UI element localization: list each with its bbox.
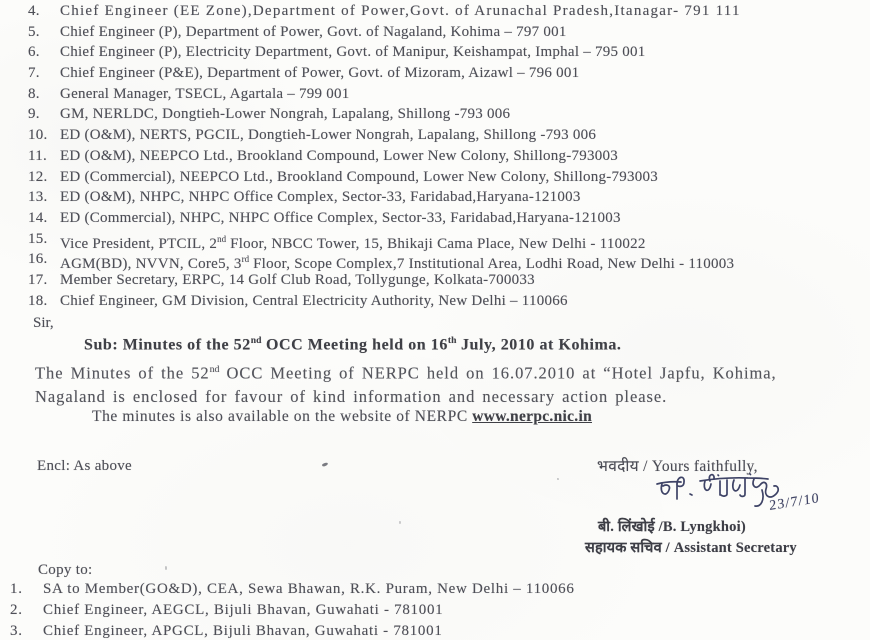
ink-speck <box>322 462 329 467</box>
handwritten-date: 23/7/10 <box>768 490 821 515</box>
addressee-item <box>0 146 870 167</box>
item-text: ED (O&M), NHPC, NHPC Office Complex, Sector-33, Faridabad,Haryana-121003 <box>60 189 581 206</box>
item-text: Chief Engineer (P), Electricity Department, Govt. of Manipur, Keishampat, Imphal – 795 001 <box>60 44 646 61</box>
ink-speck <box>165 566 167 570</box>
addressee-item <box>0 167 870 188</box>
item-number: 7. <box>28 65 40 82</box>
signatory-designation: सहायक सचिव / Assistant Secretary <box>585 540 797 556</box>
item-text: Member Secretary, ERPC, 14 Golf Club Road, Tollygunge, Kolkata-700033 <box>60 271 535 288</box>
addressee-item <box>0 84 870 105</box>
website-line <box>92 408 592 426</box>
item-text: Chief Engineer (P), Department of Power, Govt. of Nagaland, Kohima – 797 001 <box>60 23 567 40</box>
item-text: AGM(BD), NVVN, Core5, 3rd Floor, Scope Complex,7 Institutional Area, Lodhi Road, New Delhi - 110003 <box>60 254 735 273</box>
item-text: Chief Engineer, AEGCL, Bijuli Bhavan, Guwahati - 781001 <box>43 602 444 618</box>
item-number: 5. <box>28 23 40 40</box>
item-text: Chief Engineer (P&E), Department of Power, Govt. of Mizoram, Aizawl – 796 001 <box>60 65 580 82</box>
item-number: 15. <box>28 230 48 247</box>
item-number: 16. <box>28 251 48 268</box>
ordinal-superscript: nd <box>209 364 220 375</box>
item-number: 1. <box>10 581 23 597</box>
item-text: Chief Engineer, APGCL, Bijuli Bhavan, Guwahati - 781001 <box>43 623 443 639</box>
item-text: SA to Member(GO&D), CEA, Sewa Bhawan, R.K. Puram, New Delhi – 110066 <box>43 581 575 597</box>
item-text: Chief Engineer (EE Zone),Department of Power,Govt. of Arunachal Pradesh,Itanagar- 791 111 <box>60 3 741 19</box>
addressee-item <box>0 104 870 125</box>
ordinal-superscript: nd <box>217 233 227 244</box>
item-text: GM, NERLDC, Dongtieh-Lower Nongrah, Lapalang, Shillong -793 006 <box>60 106 511 123</box>
ordinal-superscript: rd <box>241 254 250 265</box>
item-number: 10. <box>28 127 48 144</box>
item-number: 4. <box>28 3 40 19</box>
item-text: ED (O&M), NERTS, PGCIL, Dongtieh-Lower Nongrah, Lapalang, Shillong -793 006 <box>60 127 597 144</box>
ink-speck <box>557 478 559 480</box>
item-number: 17. <box>28 271 48 288</box>
item-number: 6. <box>28 44 40 61</box>
yours-faithfully: भवदीय / Yours faithfully, <box>597 458 758 475</box>
addressee-item <box>0 22 870 43</box>
addressee-item <box>0 208 870 229</box>
ink-speck <box>399 521 401 524</box>
addressee-item <box>0 229 870 250</box>
item-text: ED (Commercial), NHPC, NHPC Office Complex, Sector-33, Faridabad,Haryana-121003 <box>60 209 621 226</box>
nerpc-website-url: www.nerpc.nic.in <box>472 408 592 425</box>
copy-item <box>0 579 870 600</box>
item-number: 9. <box>28 106 40 123</box>
addressee-list <box>0 1 870 311</box>
addressee-item <box>0 270 870 291</box>
copy-to-list <box>0 579 870 640</box>
subject-line: Sub: Minutes of the 52nd OCC Meeting held on 16th July, 2010 at Kohima. <box>84 335 622 354</box>
item-text: ED (O&M), NEEPCO Ltd., Brookland Compound, Lower New Colony, Shillong-793003 <box>60 147 618 164</box>
addressee-item <box>0 42 870 63</box>
body-line-1: The Minutes of the 52nd OCC Meeting of NERPC held on 16.07.2010 at “Hotel Japfu, Kohima, <box>35 363 777 383</box>
item-text: ED (Commercial), NEEPCO Ltd., Brookland Compound, Lower New Colony, Shillong-793003 <box>60 168 659 185</box>
addressee-item <box>0 291 870 312</box>
website-line-text: The minutes is also available on the website of NERPC <box>92 408 473 425</box>
salutation: Sir, <box>33 315 54 331</box>
enclosure-note: Encl: As above <box>37 458 133 474</box>
item-text: Vice President, PTCIL, 2nd Floor, NBCC Tower, 15, Bhikaji Cama Place, New Delhi - 110022 <box>60 233 646 252</box>
body-line-2: Nagaland is enclosed for favour of kind information and necessary action please. <box>35 387 668 406</box>
item-number: 2. <box>10 602 23 618</box>
item-number: 12. <box>28 168 48 185</box>
addressee-item <box>0 187 870 208</box>
item-number: 14. <box>28 209 48 226</box>
item-text: General Manager, TSECL, Agartala – 799 001 <box>60 85 350 102</box>
body-paragraph <box>35 358 777 409</box>
addressee-item <box>0 1 870 22</box>
addressee-item <box>0 63 870 84</box>
item-text: Chief Engineer, GM Division, Central Electricity Authority, New Delhi – 110066 <box>60 292 568 309</box>
item-number: 18. <box>28 292 48 309</box>
handwritten-signature <box>650 470 785 515</box>
addressee-item <box>0 249 870 273</box>
item-number: 3. <box>10 623 23 639</box>
copy-item <box>0 621 870 640</box>
copy-to-label: Copy to: <box>38 562 93 578</box>
addressee-item <box>0 125 870 146</box>
signatory-name: बी. लिंखोई /B. Lyngkhoi) <box>598 519 746 535</box>
copy-item <box>0 600 870 621</box>
ordinal-superscript: th <box>447 335 457 346</box>
ordinal-superscript: nd <box>250 335 262 346</box>
item-number: 11. <box>28 147 47 164</box>
item-number: 13. <box>28 189 48 206</box>
item-number: 8. <box>28 85 40 102</box>
